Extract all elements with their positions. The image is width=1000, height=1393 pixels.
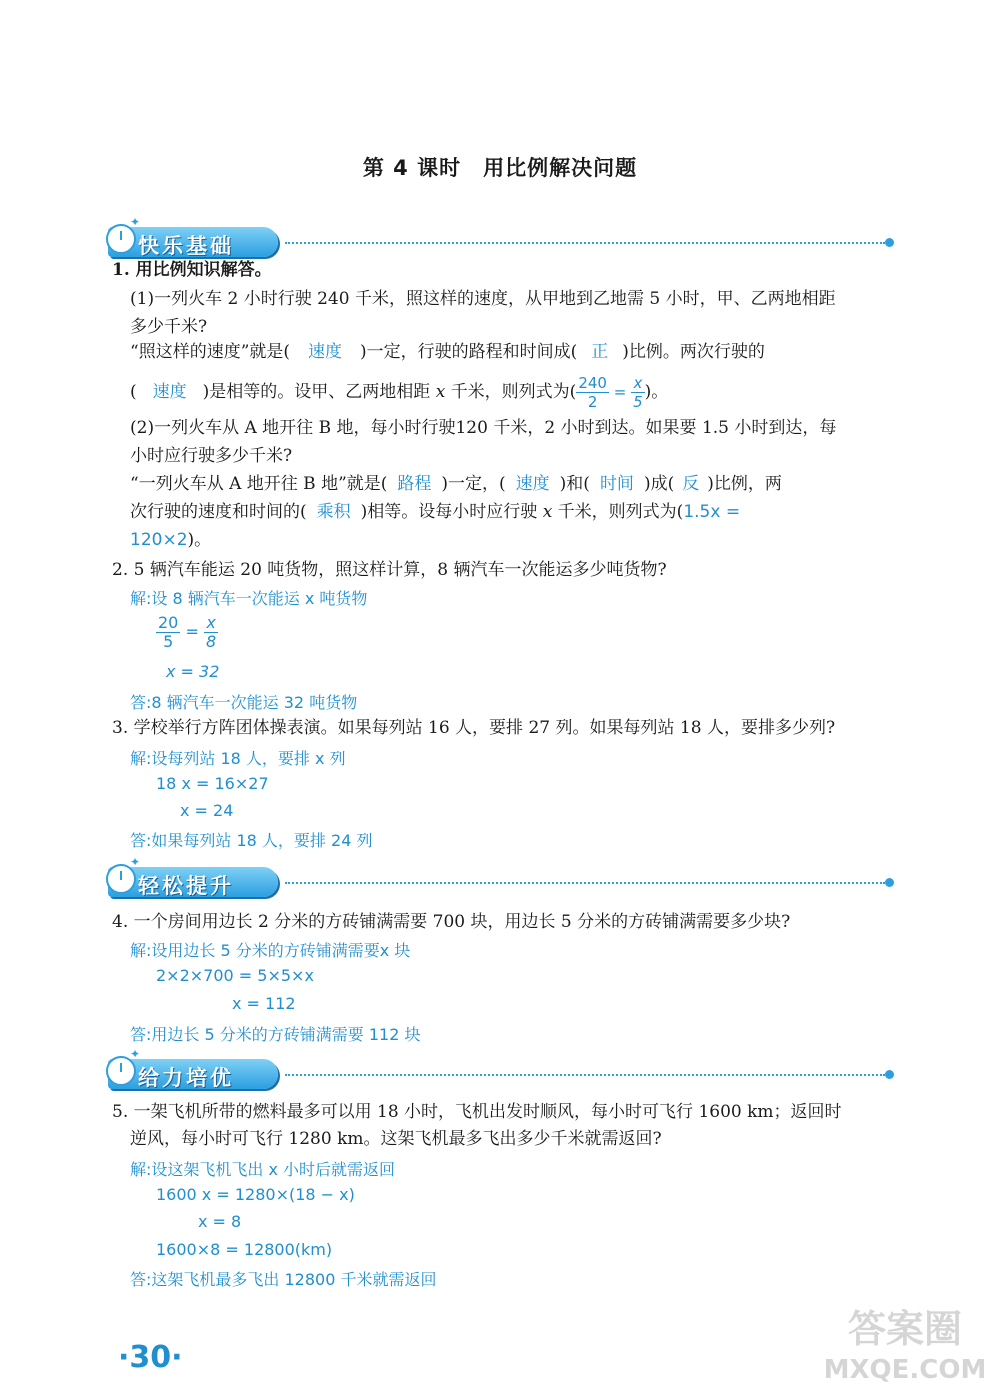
blank-answer: 时间 <box>599 474 634 494</box>
q1-p2-fill2: 次行驶的速度和时间的( 乘积 )相等。设每小时应行驶 x 千米，则列式为(1.5x = <box>130 502 741 522</box>
blank-answer: 1.5x = <box>683 502 741 522</box>
q1-p2-line2: 小时应行驶多少千米? <box>130 446 293 466</box>
q4-answer-equation: 2×2×700 = 5×5×x <box>156 966 314 985</box>
divider-endpoint <box>885 878 894 887</box>
q5-answer-calc: 1600×8 = 12800(km) <box>156 1240 333 1259</box>
q1-p2-fill3: 120×2)。 <box>130 530 212 550</box>
section-title: 轻松提升 <box>138 874 234 898</box>
q5-stem-line2: 逆风，每小时可飞行 1280 km。这架飞机最多飞出多少千米就需返回? <box>130 1129 662 1149</box>
q4-stem: 4. 一个房间用边长 2 分米的方砖铺满需要 700 块，用边长 5 分米的方砖铺满需要多少块? <box>112 912 791 932</box>
section-title: 给力培优 <box>138 1066 234 1090</box>
q1-stem: 1. 用比例知识解答。 <box>112 260 272 280</box>
blank-answer: 速度 <box>515 474 550 494</box>
blank-answer: 乘积 <box>316 502 351 522</box>
q3-answer-solution: x = 24 <box>180 801 234 820</box>
section-banner-advanced <box>100 1047 900 1091</box>
q5-answer-equation: 1600 x = 1280×(18 − x) <box>156 1185 355 1204</box>
q5-stem-line1: 5. 一架飞机所带的燃料最多可以用 18 小时，飞机出发时顺风，每小时可飞行 1600 km；返回时 <box>112 1102 842 1122</box>
sparkle-icon: ✦ <box>130 855 141 869</box>
lesson-number: 第 4 课时 <box>362 156 462 180</box>
blank-answer: 路程 <box>397 474 432 494</box>
q5-answer-solution: x = 8 <box>198 1212 242 1231</box>
q3-stem: 3. 学校举行方阵团体操表演。如果每列站 16 人，要排 27 列。如果每列站 18 人，要排多少列? <box>112 718 836 738</box>
proportion-equation: $\frac{240}{2}$ = $\frac{x}{5}$ <box>578 374 643 411</box>
q2-answer-let: 解:设 8 辆汽车一次能运 x 吨货物 <box>130 589 368 608</box>
dotted-divider <box>285 882 885 884</box>
dotted-divider <box>285 1074 885 1076</box>
q2-answer-equation: $\frac{20}{5}$ = $\frac{x}{8}$ <box>158 613 217 651</box>
q2-answer-solution: x = 32 <box>166 662 220 681</box>
sparkle-icon: ✦ <box>130 215 141 229</box>
blank-answer: 速度 <box>308 342 343 362</box>
divider-endpoint <box>885 1070 894 1079</box>
q4-answer-let: 解:设用边长 5 分米的方砖铺满需要x 块 <box>130 941 411 960</box>
section-banner-basic <box>100 215 900 259</box>
lesson-topic: 用比例解决问题 <box>483 156 638 180</box>
sparkle-icon: ✦ <box>130 1047 141 1061</box>
q1-p1-line2: 多少千米? <box>130 317 208 337</box>
divider-endpoint <box>885 238 894 247</box>
q5-answer-let: 解:设这架飞机飞出 x 小时后就需返回 <box>130 1160 396 1179</box>
section-title: 快乐基础 <box>138 234 234 258</box>
q3-answer-let: 解:设每列站 18 人，要排 x 列 <box>130 749 346 768</box>
blank-answer: 反 <box>682 474 700 494</box>
page-number: ·30· <box>118 1340 183 1375</box>
svg-text:答案圈: 答案圈 <box>847 1307 963 1351</box>
watermark-logo <box>820 1300 990 1385</box>
svg-text:MXQE.COM: MXQE.COM <box>823 1355 987 1385</box>
q3-answer-statement: 答:如果每列站 18 人，要排 24 列 <box>130 831 373 850</box>
q2-stem: 2. 5 辆汽车能运 20 吨货物，照这样计算，8 辆汽车一次能运多少吨货物? <box>112 560 667 580</box>
q1-p2-fill1: “一列火车从 A 地开往 B 地”就是( 路程 )一定，( 速度 )和( 时间 )成( 反 )比例，两 <box>130 474 782 494</box>
q5-answer-statement: 答:这架飞机最多飞出 12800 千米就需返回 <box>130 1270 437 1289</box>
page-title <box>0 152 1000 182</box>
q4-answer-solution: x = 112 <box>232 994 296 1013</box>
q1-p2-line1: (2)一列火车从 A 地开往 B 地，每小时行驶120 千米，2 小时到达。如果要 1.5 小时到达，每 <box>130 418 837 438</box>
section-banner-improve <box>100 855 900 899</box>
blank-answer: 正 <box>591 342 609 362</box>
blank-answer: 120×2 <box>130 530 188 550</box>
q2-answer-statement: 答:8 辆汽车一次能运 32 吨货物 <box>130 693 358 712</box>
q3-answer-equation: 18 x = 16×27 <box>156 774 269 793</box>
q1-p1-fill1: “照这样的速度”就是( 速度 )一定，行驶的路程和时间成( 正 )比例。两次行驶的 <box>130 342 765 362</box>
blank-answer: 速度 <box>152 382 187 402</box>
q4-answer-statement: 答:用边长 5 分米的方砖铺满需要 112 块 <box>130 1025 421 1044</box>
q1-p1-line1: (1)一列火车 2 小时行驶 240 千米，照这样的速度，从甲地到乙地需 5 小时，甲、乙两地相距 <box>130 289 836 309</box>
q1-p1-fill2: ( 速度 )是相等的。设甲、乙两地相距 x 千米，则列式为( $\frac{240}{2}$ = $\frac{x}{5}$ )。 <box>130 374 669 411</box>
dotted-divider <box>285 242 885 244</box>
